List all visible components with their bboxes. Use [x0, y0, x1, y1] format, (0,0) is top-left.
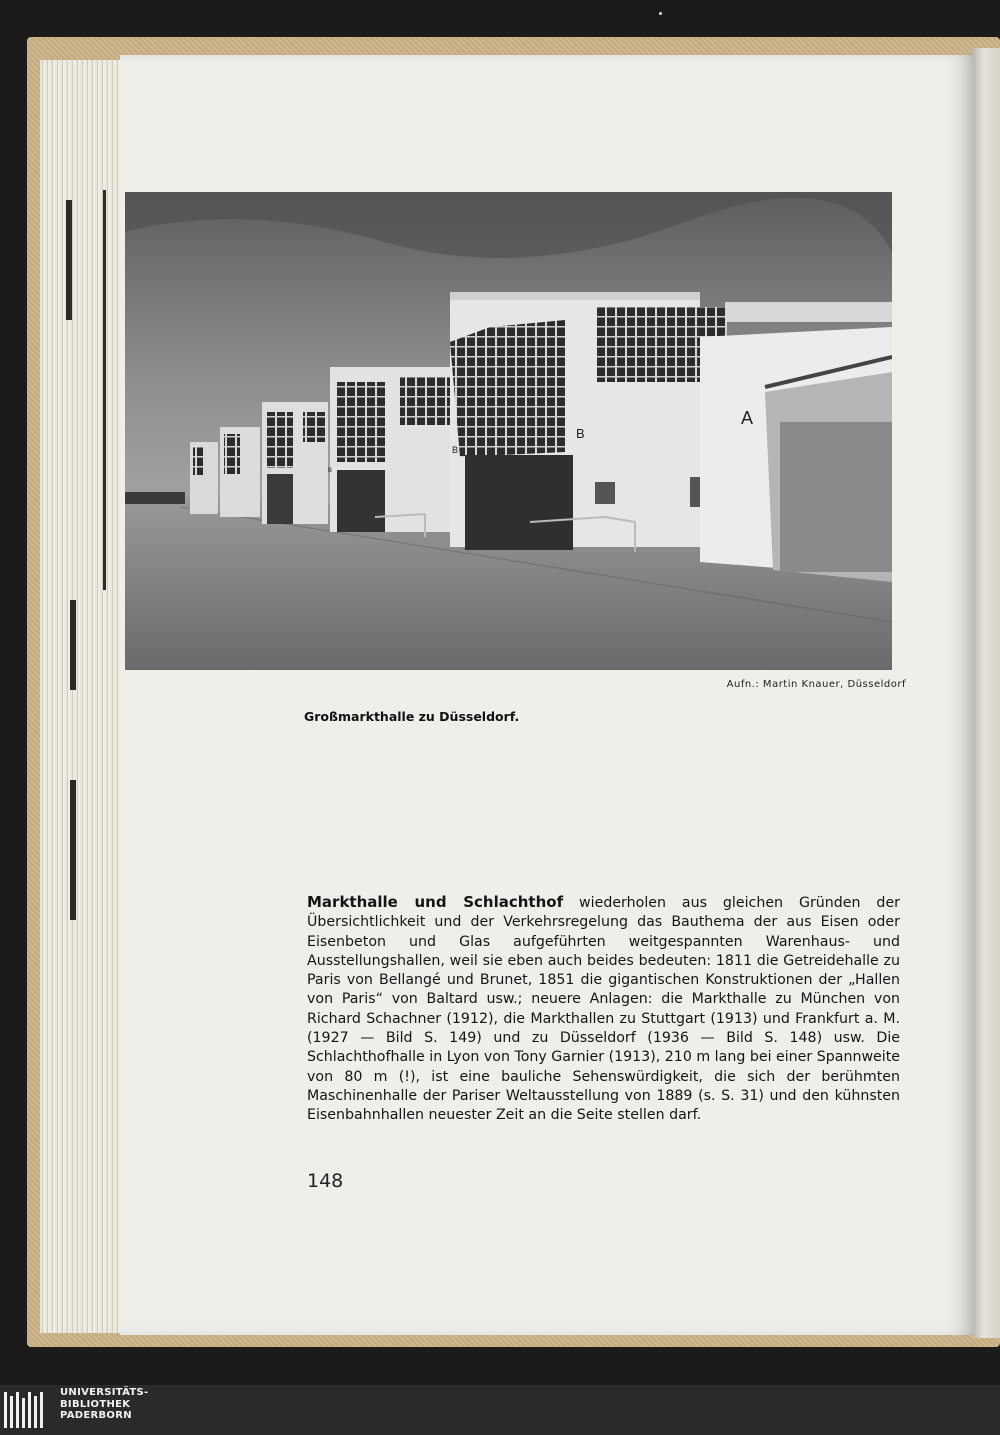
market-hall-photo: [125, 192, 892, 670]
page-stack-edges: [40, 60, 122, 1333]
photo-caption: Großmarkthalle zu Düsseldorf.: [304, 709, 520, 724]
paragraph-text: wiederholen aus gleichen Gründen der Übersichtlichkeit und der Verkehrsregelung das Bauthema der aus Eisen oder Eisenbeton und Glas aufgeführten weitgespannten Warenhaus- und Ausstellungshallen, weil sie eben auch beides bedeuten: 1811 die Getreidehalle zu Paris von Bellangé und Brunet, 1851 die gigantischen Konstruktionen der „Hallen von Paris“ von Baltard usw.; neuere Anlagen: die Markthalle zu München von Richard Schachner (1912), die Markthallen zu Stuttgart (1913) und Frankfurt a. M. (1927 — Bild S. 149) und zu Düsseldorf (1936 — Bild S. 148) usw. Die Schlachthofhalle in Lyon von Tony Garnier (1913), 210 m lang bei einer Spannweite von 80 m (!), ist eine bauliche Sehenswürdigkeit, die sich der berühmten Maschinenhalle der Pariser Weltausstellung von 1889 (s. S. 31) und den kühnsten Eisenbahnhallen neuester Zeit an die Seite stellen darf.: [307, 895, 901, 1124]
hall-letter-b: B: [576, 426, 585, 441]
photo-credit: Aufn.: Martin Knauer, Düsseldorf: [726, 679, 906, 690]
speck: [659, 12, 662, 15]
logo-line: BIBLIOTHEK: [60, 1398, 131, 1410]
page-number: 148: [307, 1170, 344, 1192]
library-logo-icon: [4, 1390, 49, 1430]
facing-page-edge: [972, 48, 1000, 1338]
paragraph-lead: Markthalle und Schlachthof: [307, 893, 564, 911]
body-paragraph: [307, 893, 900, 1126]
hall-letter-b: B: [452, 445, 459, 455]
logo-line: PADERBORN: [60, 1410, 132, 1421]
library-logo-text: [60, 1387, 149, 1422]
hall-letter-b: B: [328, 468, 333, 474]
hall-letter-a: A: [741, 408, 754, 428]
library-footer: [0, 1385, 1000, 1435]
logo-line: UNIVERSITÄTS-: [60, 1387, 149, 1398]
